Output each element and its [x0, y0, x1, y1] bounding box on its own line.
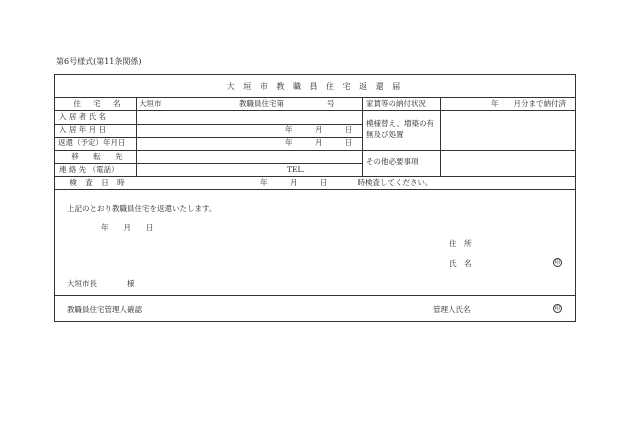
applicant-address-label: 住 所 [449, 239, 472, 248]
housing-name-prefix: 教職員住宅第 [239, 99, 284, 108]
manager-confirmation-label: 教職員住宅管理人確認 [67, 305, 142, 314]
addressee: 大垣市長 様 [67, 279, 135, 288]
return-form-table [54, 74, 576, 322]
housing-number-unit: 号 [327, 99, 335, 108]
other-matters-label: その他必要事項 [366, 157, 419, 166]
housing-name-label: 住 宅 名 [73, 99, 121, 108]
applicant-seal-icon: 印 [554, 258, 561, 266]
resident-name-label: 入 居 者 氏 名 [59, 112, 107, 121]
moving-destination-label: 移 転 先 [71, 152, 123, 161]
contact-label: 連 絡 先 （電話） [59, 165, 119, 174]
return-statement: 上記のとおり教職員住宅を返還いたします。 [67, 204, 217, 213]
submission-date: 年 月 日 [101, 223, 154, 232]
repair-label-line1: 模様替え、増築の有 [366, 119, 434, 128]
rent-status-value: 年 月分まで納付済 [491, 99, 566, 108]
form-number: 第6号様式(第11条関係) [56, 57, 142, 66]
move-in-date-label: 入 居 年 月 日 [59, 125, 107, 134]
form-title: 大 垣 市 教 職 員 住 宅 返 還 届 [226, 82, 404, 91]
applicant-name-label: 氏 名 [449, 259, 472, 268]
return-date-label: 返還（予定）年月日 [58, 138, 126, 147]
inspection-label: 検 査 日 時 [69, 178, 125, 187]
move-in-date-value: 年 月 日 [285, 125, 353, 134]
housing-city: 大垣市 [139, 99, 162, 108]
return-date-value: 年 月 日 [285, 138, 353, 147]
manager-name-label: 管理人氏名 [433, 305, 471, 314]
repair-label-line2: 無及び処置 [366, 130, 404, 139]
tel-label: TEL. [287, 165, 305, 174]
rent-status-label: 家賃等の納付状況 [366, 99, 426, 108]
manager-seal-icon: 印 [554, 304, 561, 312]
inspection-value: 年 月 日 時検査してください。 [260, 178, 433, 187]
